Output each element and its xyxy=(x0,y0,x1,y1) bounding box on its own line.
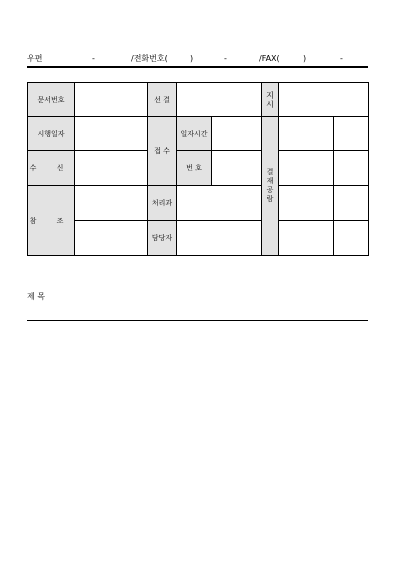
approval-cell-4b[interactable] xyxy=(334,221,369,256)
reference-field-2[interactable] xyxy=(75,221,148,256)
selection-label: 선 결 xyxy=(148,83,177,117)
approval-review-label: 결재공람 xyxy=(262,117,279,256)
subject-label: 제 목 xyxy=(27,292,45,301)
doc-number-label: 문서번호 xyxy=(28,83,75,117)
number-field[interactable] xyxy=(212,151,262,186)
doc-number-field[interactable] xyxy=(75,83,148,117)
approval-cell-4a[interactable] xyxy=(279,221,334,256)
approval-cell-2a[interactable] xyxy=(279,151,334,186)
approval-cell-3b[interactable] xyxy=(334,186,369,221)
datetime-field[interactable] xyxy=(212,117,262,151)
phone-dash: - xyxy=(224,54,227,63)
approval-cell-1b[interactable] xyxy=(334,117,369,151)
person-label: 담당자 xyxy=(148,221,177,256)
fax-label: /FAX( xyxy=(259,54,280,63)
approval-cell-2b[interactable] xyxy=(334,151,369,186)
dept-label: 처리과 xyxy=(148,186,177,221)
reference-label: 참 조 xyxy=(28,186,75,256)
postal-label: 우편 xyxy=(27,54,43,63)
reception-label: 접 수 xyxy=(148,117,177,186)
person-field[interactable] xyxy=(177,221,262,256)
selection-field[interactable] xyxy=(177,83,262,117)
reference-field-1[interactable] xyxy=(75,186,148,221)
recipient-field[interactable] xyxy=(75,151,148,186)
approval-cell-1a[interactable] xyxy=(279,117,334,151)
directive-label: 지시 xyxy=(262,83,279,117)
header-underline xyxy=(27,66,368,68)
number-label: 번 호 xyxy=(177,151,212,186)
recipient-label: 수 신 xyxy=(28,151,75,186)
fax-close: ) xyxy=(303,54,307,63)
phone-label: /전화번호( xyxy=(131,54,168,63)
dept-field[interactable] xyxy=(177,186,262,221)
exec-date-label: 시행일자 xyxy=(28,117,75,151)
postal-dash: - xyxy=(92,54,95,63)
approval-cell-3a[interactable] xyxy=(279,186,334,221)
datetime-label: 일자시간 xyxy=(177,117,212,151)
approval-form-table xyxy=(27,82,369,256)
subject-underline xyxy=(27,320,368,321)
directive-field[interactable] xyxy=(279,83,369,117)
phone-close: ) xyxy=(190,54,194,63)
exec-date-field[interactable] xyxy=(75,117,148,151)
fax-dash: - xyxy=(340,54,343,63)
